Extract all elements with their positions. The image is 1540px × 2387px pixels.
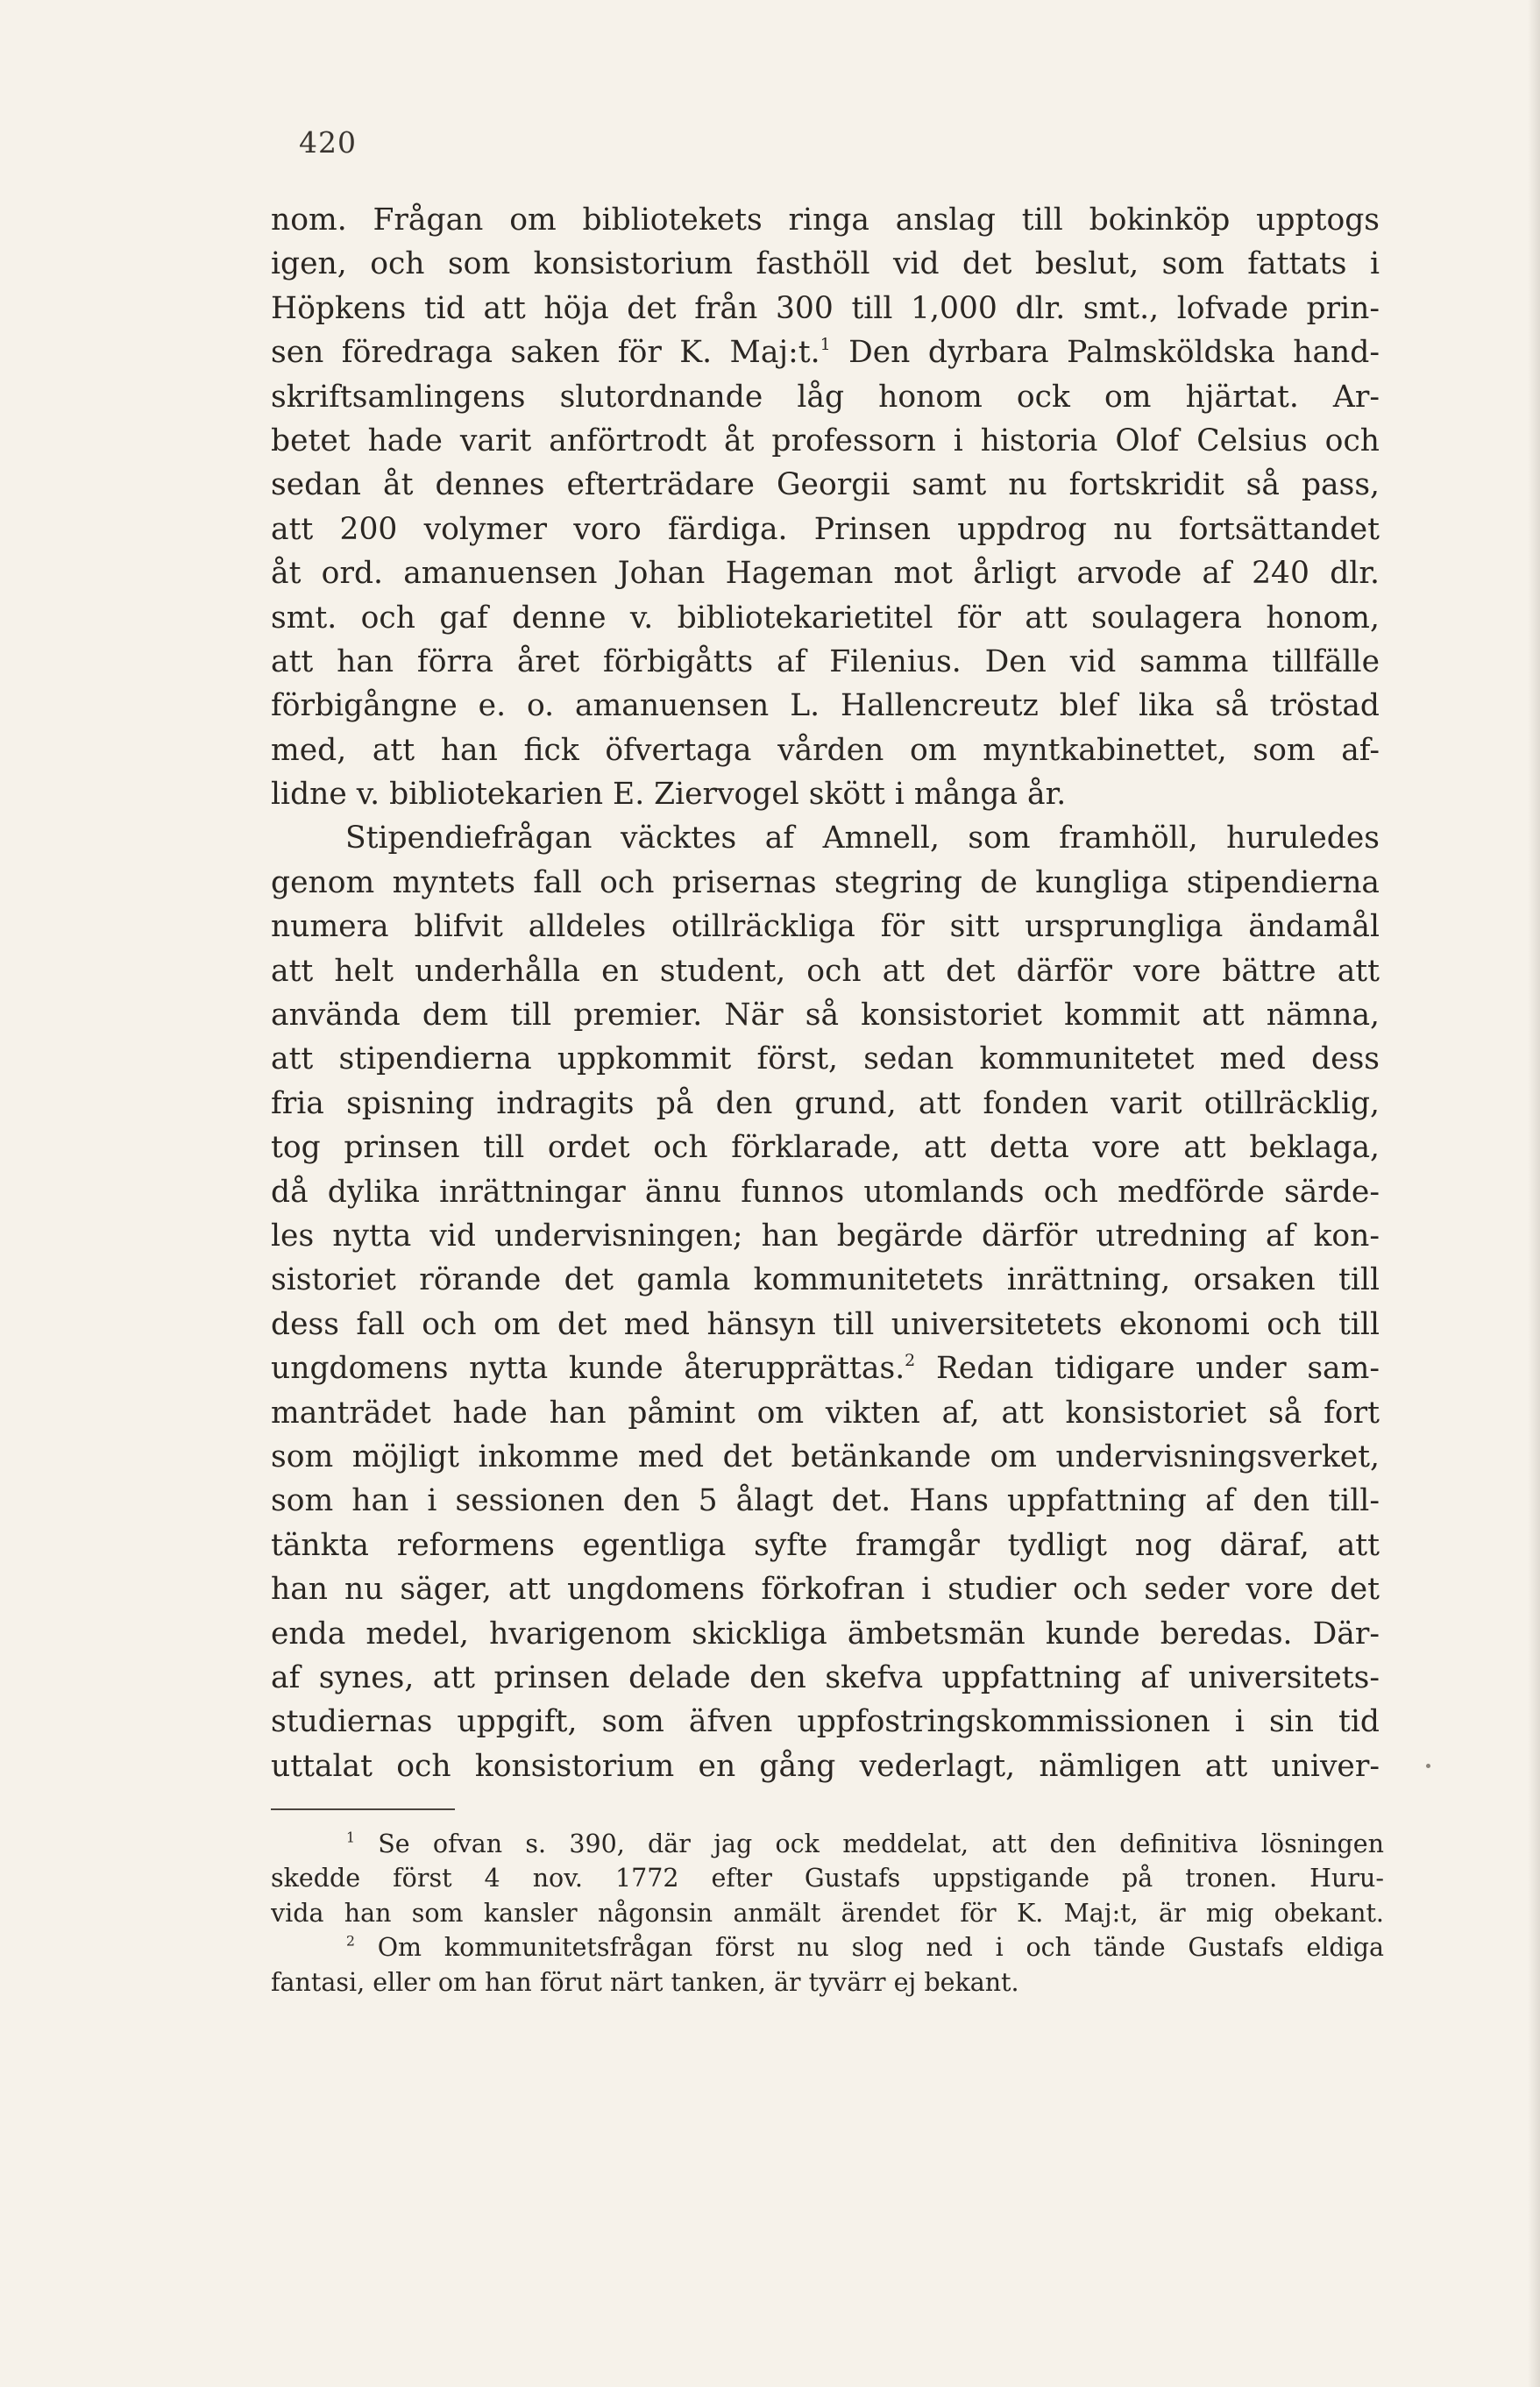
text-line: att 200 volymer voro färdiga. Prinsen uppdrog nu fortsättandet — [271, 511, 1380, 547]
text-line: att helt underhålla en student, och att det därför vore bättre att — [271, 953, 1380, 989]
text-line: studiernas uppgift, som äfven uppfostringskommissionen i sin tid — [271, 1704, 1380, 1740]
footnote-line: $^1$ Se ofvan s. 390, där jag ock meddelat, att den definitiva lösningen — [346, 1829, 1384, 1858]
body-text — [271, 198, 1380, 1788]
text-line: numera blifvit alldeles otillräckliga för sitt ursprungliga ändamål — [271, 909, 1380, 945]
text-line: sen föredraga saken för K. Maj:t.$^1$ Den dyrbara Palmsköldska hand- — [271, 334, 1380, 371]
text-line: dess fall och om det med hänsyn till universitetets ekonomi och till — [271, 1306, 1380, 1342]
text-line: manträdet hade han påmint om vikten af, att konsistoriet så fort — [271, 1395, 1380, 1431]
text-line: skriftsamlingens slutordnande låg honom ock om hjärtat. Ar- — [271, 379, 1380, 415]
text-line: använda dem till premier. När så konsistoriet kommit att nämna, — [271, 998, 1380, 1034]
footnote-line: skedde först 4 nov. 1772 efter Gustafs uppstigande på tronen. Huru- — [271, 1864, 1384, 1893]
text-line: som möjligt inkomme med det betänkande om undervisningsverket, — [271, 1439, 1380, 1474]
footnote-reference[interactable]: 1 — [820, 334, 831, 354]
footnote-divider — [271, 1808, 455, 1810]
text-line: smt. och gaf denne v. bibliotekarietitel för att soulagera honom, — [271, 600, 1380, 636]
text-line: förbigångne e. o. amanuensen L. Hallencreutz blef lika så tröstad — [271, 688, 1380, 724]
text-line: åt ord. amanuensen Johan Hageman mot årligt arvode af 240 dlr. — [271, 556, 1380, 592]
text-line: då dylika inrättningar ännu funnos utomlands och medförde särde- — [271, 1174, 1380, 1210]
text-line: enda medel, hvarigenom skickliga ämbetsmän kunde beredas. Där- — [271, 1616, 1380, 1652]
text-line: Stipendiefrågan väcktes af Amnell, som framhöll, huruledes — [345, 821, 1380, 856]
text-line: betet hade varit anförtrodt åt professorn i historia Olof Celsius och — [271, 423, 1380, 458]
text-line: Höpkens tid att höja det från 300 till 1,000 dlr. smt., lofvade prin- — [271, 290, 1380, 326]
footnote-marker: 1 — [346, 1829, 355, 1846]
text-line: ungdomens nytta kunde återupprättas.$^2$ Redan tidigare under sam- — [271, 1350, 1380, 1387]
footnotes — [271, 1827, 1384, 2000]
footnote-line: fantasi, eller om han förut närt tanken, är tyvärr ej bekant. — [271, 1967, 1019, 1997]
footnote-line: $^2$ Om kommunitetsfrågan först nu slog ned i och tände Gustafs eldiga — [346, 1932, 1384, 1963]
text-line: uttalat och konsistorium en gång vederlagt, nämligen att univer- — [271, 1748, 1380, 1784]
page-edge-shadow — [1528, 0, 1540, 2387]
text-line: lidne v. bibliotekarien E. Ziervogel skött i många år. — [271, 777, 1067, 813]
margin-mark — [1426, 1764, 1430, 1768]
text-line: att stipendierna uppkommit först, sedan kommunitetet med dess — [271, 1041, 1380, 1077]
text-line: sedan åt dennes efterträdare Georgii samt nu fortskridit så pass, — [271, 467, 1380, 503]
text-line: af synes, att prinsen delade den skefva uppfattning af universitets- — [271, 1659, 1380, 1695]
text-line: genom myntets fall och prisernas stegring de kungliga stipendierna — [271, 864, 1380, 900]
text-line: tog prinsen till ordet och förklarade, att detta vore att beklaga, — [271, 1130, 1380, 1166]
text-line: les nytta vid undervisningen; han begärde därför utredning af kon- — [271, 1218, 1380, 1254]
text-line: nom. Frågan om bibliotekets ringa anslag till bokinköp upptogs — [271, 202, 1380, 238]
text-line: med, att han fick öfvertaga vården om myntkabinettet, som af- — [271, 732, 1380, 768]
text-line: fria spisning indragits på den grund, att fonden varit otillräcklig, — [271, 1085, 1380, 1121]
text-line: tänkta reformens egentliga syfte framgår tydligt nog däraf, att — [271, 1527, 1380, 1563]
text-line: att han förra året förbigåtts af Filenius. Den vid samma tillfälle — [271, 643, 1380, 679]
text-line: sistoriet rörande det gamla kommunitetets inrättning, orsaken till — [271, 1262, 1380, 1298]
footnote-line: vida han som kansler någonsin anmält ärendet för K. Maj:t, är mig obekant. — [271, 1898, 1384, 1928]
footnote-marker: 2 — [346, 1932, 355, 1950]
text-line: han nu säger, att ungdomens förkofran i studier och seder vore det — [271, 1572, 1380, 1608]
text-line: igen, och som konsistorium fasthöll vid det beslut, som fattats i — [271, 246, 1380, 282]
text-line: som han i sessionen den 5 ålagt det. Hans uppfattning af den till- — [271, 1483, 1380, 1519]
page-number: 420 — [299, 125, 357, 160]
footnote-reference[interactable]: 2 — [905, 1350, 916, 1370]
